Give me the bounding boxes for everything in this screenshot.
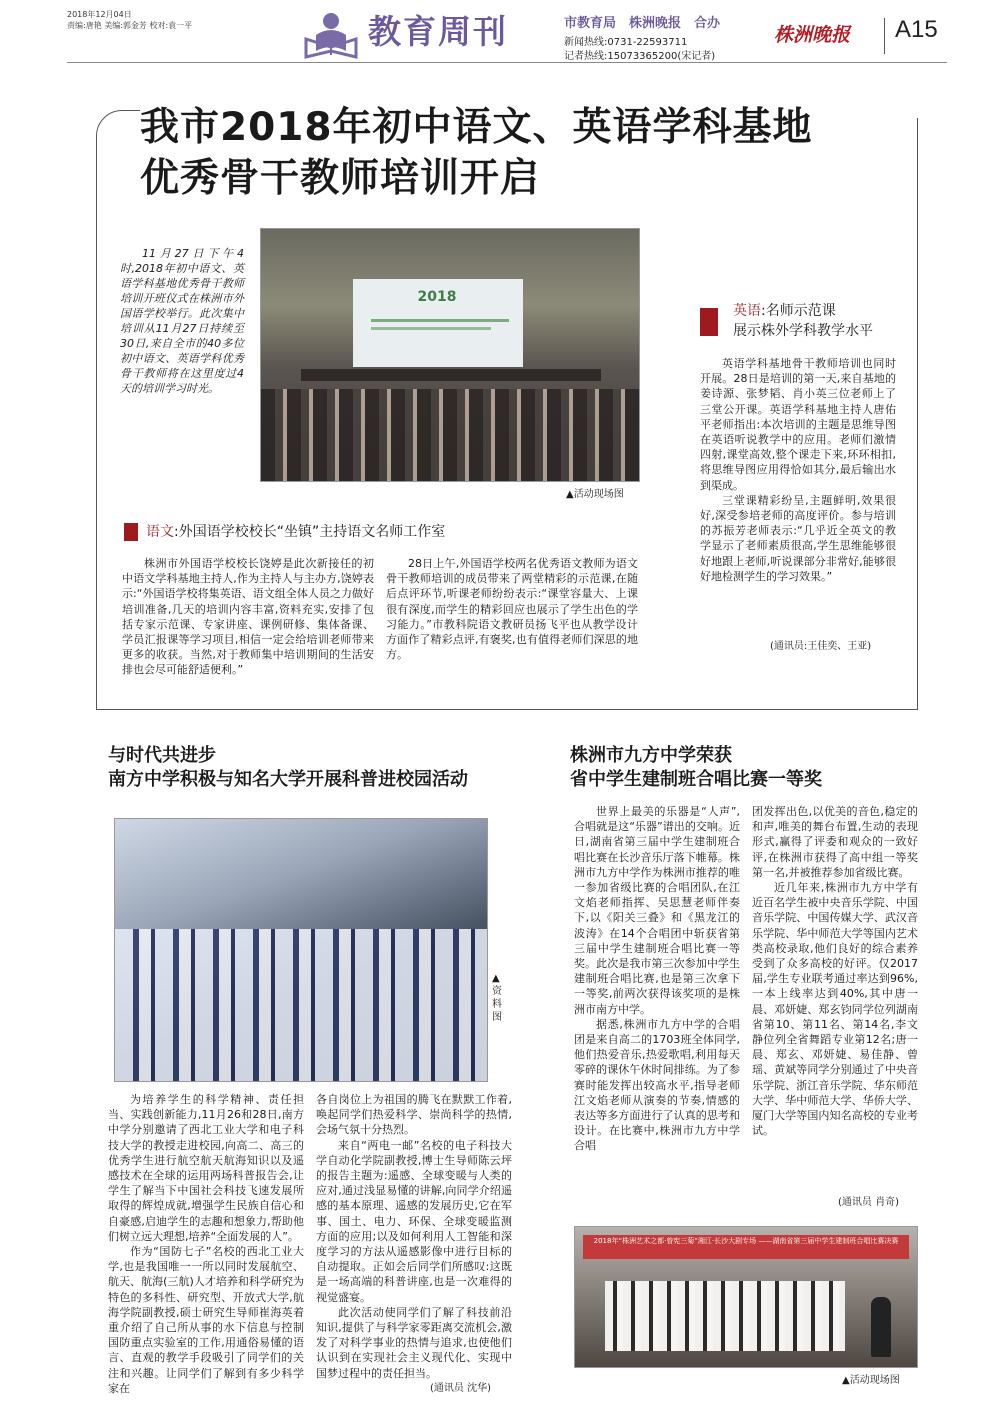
english-label: 英语	[733, 303, 761, 319]
story3-photo-caption: ▲活动现场图	[842, 1375, 900, 1386]
reader-logo-icon	[302, 11, 360, 59]
header-divider	[884, 18, 885, 54]
lead-headline-line2: 优秀骨干教师培训开启	[140, 156, 541, 201]
story3-photo	[574, 1226, 918, 1368]
chinese-label: 语文	[146, 524, 174, 540]
story3-title-line1: 株洲市九方中学荣获	[570, 745, 732, 766]
story3-byline: (通讯员 肖奇)	[838, 1197, 899, 1208]
story2-title-line2: 南方中学积极与知名大学开展科普进校园活动	[108, 769, 468, 790]
story3-title-line2: 省中学生建制班合唱比赛一等奖	[570, 769, 822, 790]
lead-intro: 11月27日下午4时,2018年初中语文、英语学科基地优秀骨干教师培训开班仪式在株洲市外国语学校举行。此次集中培训从11月27日持续至30日,来自全市的40多位初中语文、英语学科优秀骨干教师将在这里度过4天的培训学习时光。	[120, 247, 244, 395]
lead-photo-caption: ▲活动现场图	[566, 489, 624, 500]
story2-photo-caption: ▲资料图	[492, 973, 502, 1023]
lead-byline: (通讯员:王佳奕、王亚)	[770, 641, 872, 652]
chinese-col1: 株洲市外国语学校校长饶婷是此次新接任的初中语文学科基地主持人,作为主持人与主办方,饶婷表示:“外国语学校将集英语、语文组全体人员之力做好培训准备,几天的培训内容丰富,资料充实,安排了包括专家示范课、专家讲座、课例研修、集体备课、学员汇报课等学习项目,相信一定会给培训老师带来更多的收获。当然,对于教师集中培训期间的生活安排也会尽可能舒适便利。”	[122, 557, 374, 677]
section-title: 教育周刊	[368, 12, 508, 51]
editor-credits: 责编:唐艳 美编:郭金芳 校对:袁一平	[67, 21, 193, 30]
students-rows	[115, 929, 487, 1081]
lead-photo	[260, 228, 640, 482]
stage-banner-text: 2018	[417, 289, 457, 305]
chinese-col2: 28日上午,外国语学校两名优秀语文教师为语文骨干教师培训的成员带来了两堂精彩的示范课,在随后点评环节,听课老师纷纷表示:“课堂容量大、上课很有深度,而学生的精彩回应也展示了学生出色的学习能力。”市教科院语文教研员扬飞平也从教学设计方面作了精彩点评,有褒奖,也有值得老师们深思的地方。	[386, 557, 638, 662]
audience	[261, 389, 639, 481]
story2-byline: (通讯员 沈华)	[430, 1383, 491, 1394]
header-rule	[67, 62, 947, 63]
chinese-subhead-text: :外国语学校校长“坐镇”主持语文名师工作室	[174, 524, 446, 540]
story3-col1: 世界上最美的乐器是“人声”,合唱就是这“乐器”谱出的交响。近日,湖南省第三届中学生建制班合唱比赛在长沙音乐厅落下帷幕。株洲市九方中学作为株洲市推荐的唯一参加省级比赛的合唱团队,在江文焰老师指挥、吴思慧老师伴奏下,以《阳关三叠》和《黑龙江的波涛》在14个合唱团中斩获省第三届中学生建制班合唱比赛一等奖。此次是我市第三次参加中学生建制班合唱比赛,也是第三次拿下一等奖,前两次获得该奖项的是株洲市南方中学。 据悉,株洲市九方中学的合唱团是来自高二的1703班全体同学,他们热爱音乐,热爱歌唱,利用每天零碎的课休午休时间排练。为了参赛时能发挥出较高水平,指导老师江文焰老师从演奏的节奏,情感的表达等多方面进行了认真的思考和设计。在比赛中,株洲市九方中学合唱	[574, 805, 740, 1153]
chinese-subhead	[146, 523, 445, 541]
choir-members	[605, 1281, 845, 1351]
issue-date: 2018年12月04日	[67, 10, 132, 19]
paper-logo: 株洲晚报	[774, 24, 851, 46]
lead-headline-line1: 我市2018年初中语文、英语学科基地	[140, 105, 813, 150]
english-subhead-text1: :名师示范课	[761, 303, 836, 319]
sponsors: 市教育局 株洲晚报 合办	[564, 16, 721, 31]
story2-title-line1: 与时代共进步	[108, 745, 216, 766]
story2-col2: 各自岗位上为祖国的腾飞在默默工作着,唤起同学们热爱科学、崇尚科学的热情,会场气氛十分热烈。 来自“两电一邮”名校的电子科技大学自动化学院副教授,博士生导师陈云坪的报告主题为:遥感、全球变暖与人类的应对,通过浅显易懂的讲解,向同学介绍遥感的基本原理、遥感的发展历史,它在军事、国土、电力、环保、全球变暖监测方面的应用;以及如何利用人工智能和深度学习的方法从遥感影像中进行目标的自动提取。正如会后同学们所感叹:这既是一场高端的科普讲座,也是一次难得的视觉盛宴。 此次活动使同学们了解了科技前沿知识,提供了与科学家零距离交流机会,激发了对科学事业的热情与追求,也使他们认识到在实现社会主义现代化、实现中国梦过程中的责任担当。	[316, 1093, 512, 1380]
story2-photo	[114, 818, 488, 1082]
conductor	[871, 1297, 891, 1357]
page-number: A15	[895, 16, 938, 43]
news-hotline: 新闻热线:0731-22593711	[564, 37, 688, 48]
english-subhead-marker	[700, 308, 718, 336]
story2-col1: 为培养学生的科学精神、责任担当、实践创新能力,11月26和28日,南方中学分别邀请了西北工业大学和电子科技大学的教授走进校园,向高二、高三的优秀学生进行航空航天航海知识以及遥感技术在全球的运用两场科普报告会,让学生了解当下中国社会科技飞速发展所取得的辉煌成就,增强学生民族自信心和自豪感,启迪学生的志趣和想象力,帮助他们树立远大理想,培养“全面发展的人”。 作为“国防七子”名校的西北工业大学,也是我国唯一一所以同时发展航空、航天、航海(三航)人才培养和科学研究为特色的多科性、研究型、开放式大学,航海学院副教授,硕士研究生导师崔海英着重介绍了自己所从事的水下信息与控制国防重点实验室的工作,用通俗易懂的语言、直观的教学手段吸引了同学们的关注和兴趣。让同学们了解到有多少科学家在	[108, 1093, 304, 1395]
chinese-subhead-marker	[124, 523, 138, 541]
story3-col2: 团发挥出色,以优美的音色,稳定的和声,唯美的舞台布置,生动的表现形式,赢得了评委和观众的一致好评,在株洲市获得了高中组一等奖第一名,并被推荐参加省级比赛。 近几年来,株洲市九方中学有近百名学生被中央音乐学院、中国音乐学院、中国传媒大学、武汉音乐学院、华中师范大学等国内艺术类高校录取,他们良好的综合素养受到了众多高校的好评。仅2017届,学生专业联考通过率达到96%,一本上线率达到40%,其中唐一晨、邓妍婕、郑玄钧同学位列湖南省第10、第11名、第14名,李文静位列全省舞蹈专业第12名;唐一晨、郑玄、邓妍婕、易佳静、曾瑶、黄斌等同学分别通过了中央音乐学院、浙江音乐学院、华东师范大学、华中师范大学、华侨大学、厦门大学等国内知名高校的专业考试。	[752, 805, 918, 1138]
english-text: 英语学科基地骨干教师培训也同时开展。28日是培训的第一天,来自基地的姜诗源、张梦韬、肖小英三位老师上了三堂公开课。英语学科基地主持人唐佑平老师指出:本次培训的主题是思维导图在英语听说教学中的应用。老师们激情四射,课堂高效,整个课走下来,环环相扣,将思维导图应用得恰如其分,最后输出水到渠成。 三堂课精彩纷呈,主题鲜明,效果很好,深受参培老师的高度评价。参与培训的苏振芳老师表示:“几乎近全英文的教学显示了老师素质很高,学生思维能够很好地跟上老师,听说课部分非常好,能够很好地检测学生的学习效果。”	[700, 357, 896, 583]
english-subhead	[733, 302, 836, 321]
choir-banner: 2018年“株洲艺术之都·曾宪三菊”湘江·长沙大剧专场 ——湖南省第三届中学生建制班合唱比赛决赛	[583, 1235, 909, 1259]
reporter-hotline: 记者热线:15073365200(宋记者)	[564, 51, 716, 62]
english-subhead-text2: 展示株外学科教学水平	[733, 323, 873, 339]
